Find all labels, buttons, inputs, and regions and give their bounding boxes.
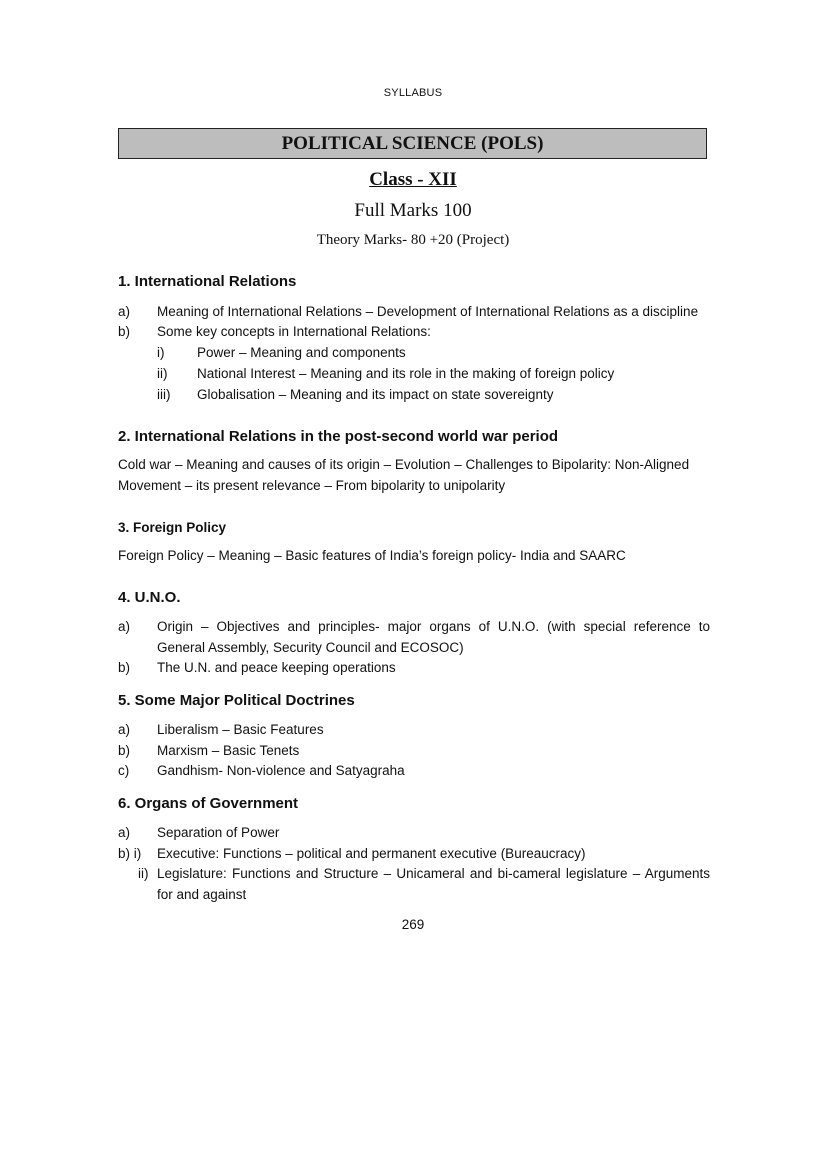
- class-title: Class - XII: [369, 169, 457, 190]
- list-item: Legislature: Functions and Structure – Unicameral and bi-cameral legislature – Arguments for and against: [157, 866, 710, 902]
- list-marker: b): [118, 743, 131, 758]
- list-item: Liberalism – Basic Features: [157, 722, 324, 737]
- list-marker: b): [118, 324, 131, 339]
- sublist-item: Power – Meaning and components: [197, 345, 406, 360]
- section-paragraph: Cold war – Meaning and causes of its origin – Evolution – Challenges to Bipolarity: Non-Aligned Movement – its present relevance – From bipolarity to unipolarity: [118, 457, 690, 493]
- section-heading-3: 3. Foreign Policy: [118, 520, 227, 535]
- subject-title-box: [118, 128, 707, 159]
- section-paragraph: Foreign Policy – Meaning – Basic features of India’s foreign policy- India and SAARC: [118, 548, 626, 563]
- list-marker: b) i): [118, 846, 142, 861]
- list-marker: a): [118, 825, 131, 840]
- section-heading-4: 4. U.N.O.: [118, 589, 181, 606]
- section-heading-2: 2. International Relations in the post-second world war period: [118, 428, 559, 445]
- sublist-marker: iii): [157, 387, 171, 402]
- list-marker: c): [118, 763, 130, 778]
- sublist-marker: ii): [157, 366, 168, 381]
- list-marker: a): [118, 619, 131, 634]
- list-marker: b): [118, 660, 131, 675]
- section-heading-1: 1. International Relations: [118, 273, 297, 290]
- list-item: Some key concepts in International Relations:: [157, 324, 431, 339]
- list-item: Origin – Objectives and principles- major organs of U.N.O. (with special reference to General Assembly, Security Council and ECOSOC): [157, 619, 710, 655]
- list-item: The U.N. and peace keeping operations: [157, 660, 396, 675]
- sublist-item: Globalisation – Meaning and its impact on state sovereignty: [197, 387, 554, 402]
- list-item: Separation of Power: [157, 825, 280, 840]
- list-marker: ii): [138, 866, 149, 881]
- list-marker: a): [118, 304, 131, 319]
- running-header: SYLLABUS: [383, 87, 443, 99]
- full-marks: Full Marks 100: [354, 200, 472, 221]
- section-heading-6: 6. Organs of Government: [118, 795, 299, 812]
- subject-title: POLITICAL SCIENCE (POLS): [281, 132, 544, 154]
- list-item: Executive: Functions – political and permanent executive (Bureaucracy): [157, 846, 586, 861]
- sublist-marker: i): [157, 345, 165, 360]
- sublist-item: National Interest – Meaning and its role in the making of foreign policy: [197, 366, 615, 381]
- page-number: 269: [401, 917, 425, 932]
- list-marker: a): [118, 722, 131, 737]
- section-heading-5: 5. Some Major Political Doctrines: [118, 692, 355, 709]
- theory-marks: Theory Marks- 80 +20 (Project): [316, 232, 510, 248]
- list-item: Gandhism- Non-violence and Satyagraha: [157, 763, 405, 778]
- list-item: Marxism – Basic Tenets: [157, 743, 300, 758]
- list-item: Meaning of International Relations – Development of International Relations as a discipline: [157, 304, 699, 319]
